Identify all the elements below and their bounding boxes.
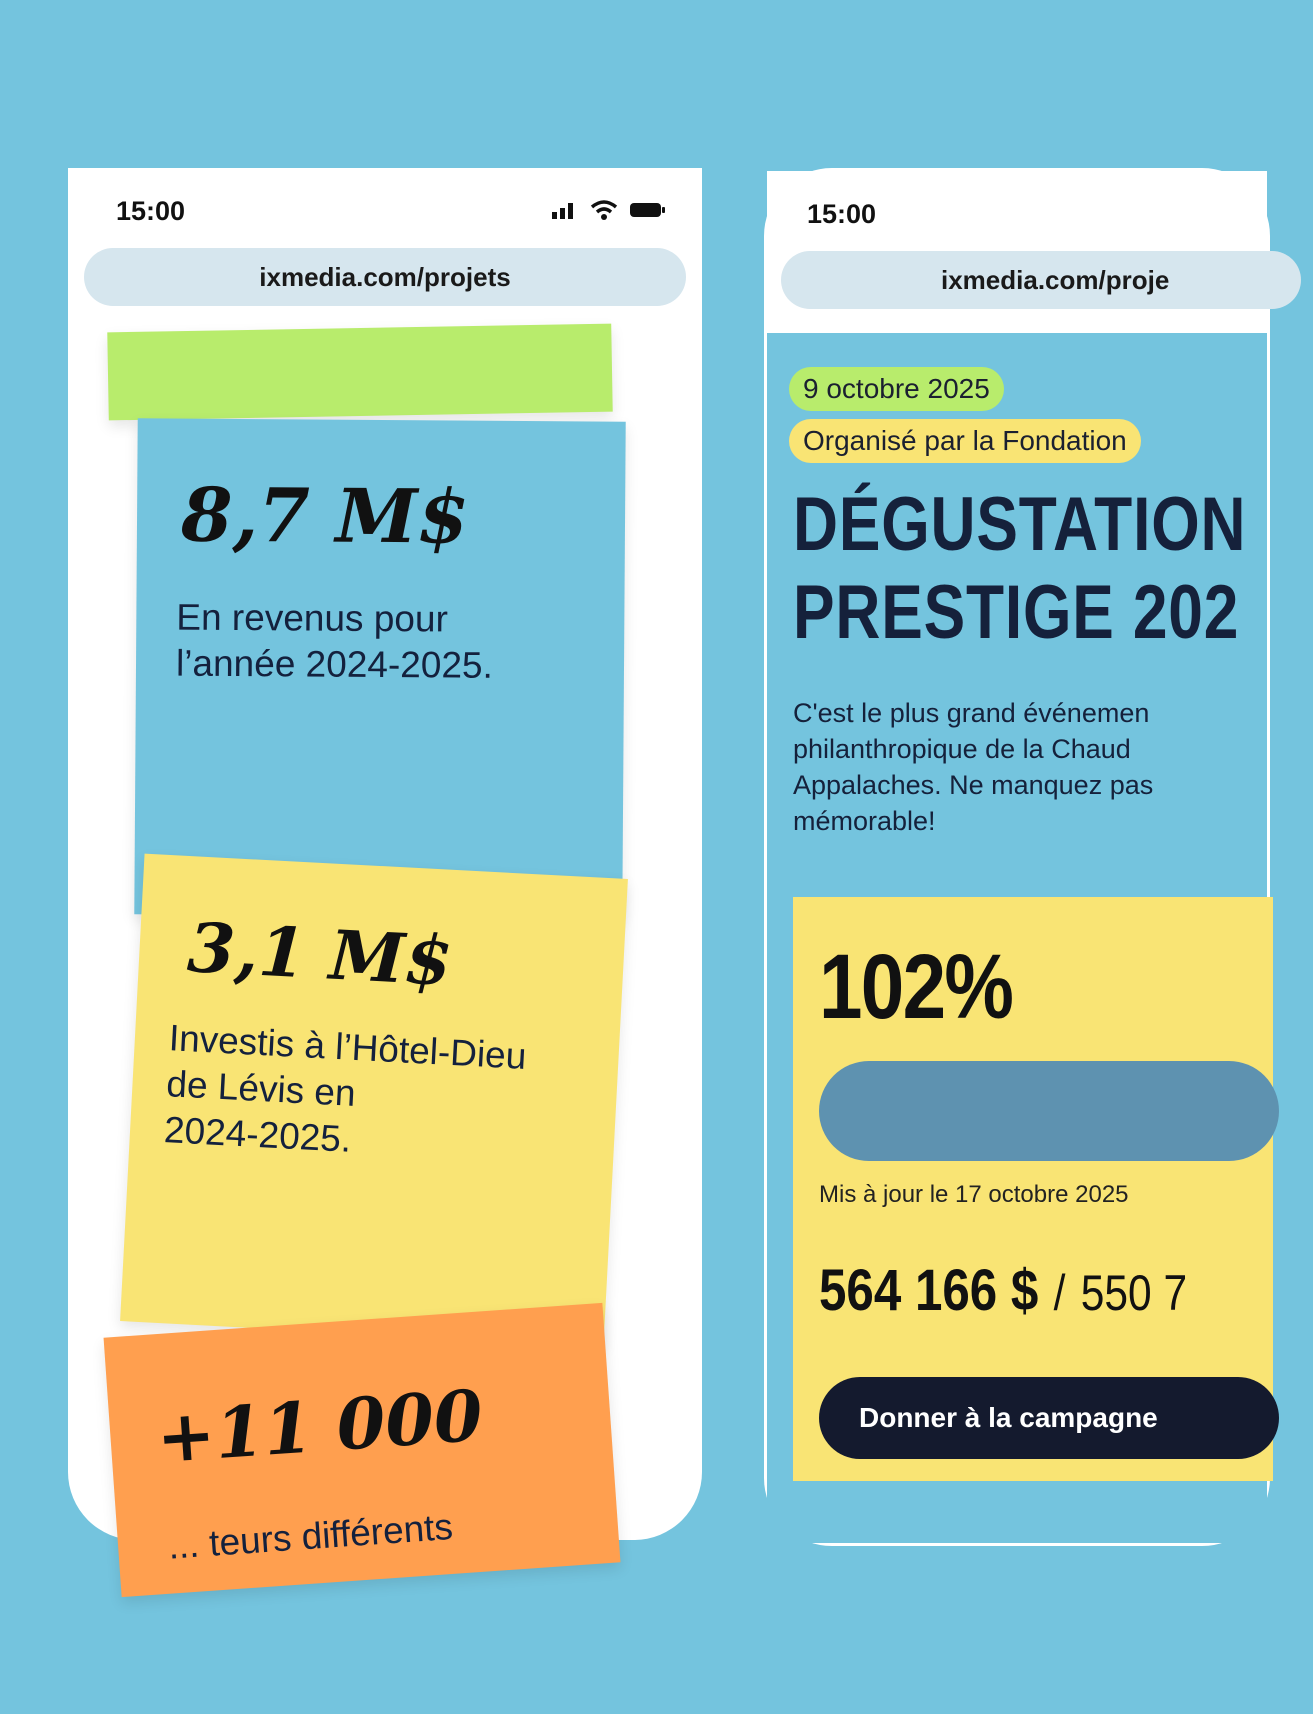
investment-figure: 3,1 M$ bbox=[185, 908, 454, 1002]
investment-caption-line2: de Lévis en bbox=[165, 1063, 357, 1114]
amount-goal: 550 7 bbox=[1080, 1265, 1188, 1321]
wifi-icon bbox=[590, 200, 618, 220]
amount-raised: 564 166 $ bbox=[819, 1258, 1039, 1323]
investment-caption-line3: 2024-2025. bbox=[163, 1109, 353, 1160]
donors-figure: +11 000 bbox=[153, 1373, 486, 1480]
revenue-caption-line2: l’année 2024-2025. bbox=[175, 642, 494, 686]
organizer-pill: Organisé par la Fondation bbox=[789, 419, 1141, 463]
url-text: ixmedia.com/proje bbox=[941, 264, 1170, 295]
status-bar bbox=[68, 168, 702, 248]
signal-icon bbox=[552, 201, 578, 219]
status-time: 15:00 bbox=[807, 199, 877, 229]
description-line3: Appalaches. Ne manquez pas bbox=[793, 770, 1154, 800]
phone-mockup-right bbox=[764, 168, 1270, 1546]
phone-mockup-left bbox=[68, 168, 702, 1567]
revenue-figure: 8,7 M$ bbox=[180, 472, 470, 561]
event-title bbox=[793, 481, 1246, 657]
sticky-note-yellow bbox=[120, 854, 628, 1347]
donate-button[interactable] bbox=[819, 1377, 1279, 1459]
campaign-progress-bar bbox=[819, 1061, 1279, 1161]
browser-header bbox=[767, 171, 1267, 333]
campaign-percent: 102% bbox=[819, 936, 1013, 1038]
url-bar[interactable] bbox=[84, 248, 686, 306]
amount-separator: / bbox=[1053, 1265, 1066, 1321]
donate-button-label: Donner à la campagne bbox=[859, 1402, 1158, 1433]
description-line2: philanthropique de la Chaud bbox=[793, 734, 1131, 764]
revenue-caption-line1: En revenus pour bbox=[176, 596, 449, 640]
url-bar[interactable] bbox=[781, 251, 1301, 309]
status-time: 15:00 bbox=[116, 196, 186, 226]
url-text: ixmedia.com/projets bbox=[259, 261, 511, 292]
battery-icon bbox=[630, 201, 666, 219]
event-title-line1: DÉGUSTATION bbox=[793, 482, 1247, 567]
sticky-note-orange bbox=[104, 1303, 621, 1597]
sticky-note-green bbox=[107, 324, 612, 421]
event-page bbox=[767, 333, 1267, 1543]
campaign-card bbox=[793, 897, 1273, 1481]
status-icons bbox=[552, 200, 666, 220]
campaign-updated-date: Mis à jour le 17 octobre 2025 bbox=[819, 1181, 1129, 1208]
event-title-line2: PRESTIGE 202 bbox=[793, 570, 1240, 655]
investment-caption-line1: Investis à l’Hôtel-Dieu bbox=[167, 1017, 528, 1077]
date-pill: 9 octobre 2025 bbox=[789, 367, 1004, 411]
campaign-amounts bbox=[819, 1257, 1187, 1324]
donors-caption: ... teurs différents bbox=[166, 1505, 455, 1567]
sticky-note-blue bbox=[134, 418, 625, 917]
description-line4: mémorable! bbox=[793, 806, 936, 836]
event-description bbox=[793, 695, 1313, 839]
description-line1: C'est le plus grand événemen bbox=[793, 698, 1150, 728]
